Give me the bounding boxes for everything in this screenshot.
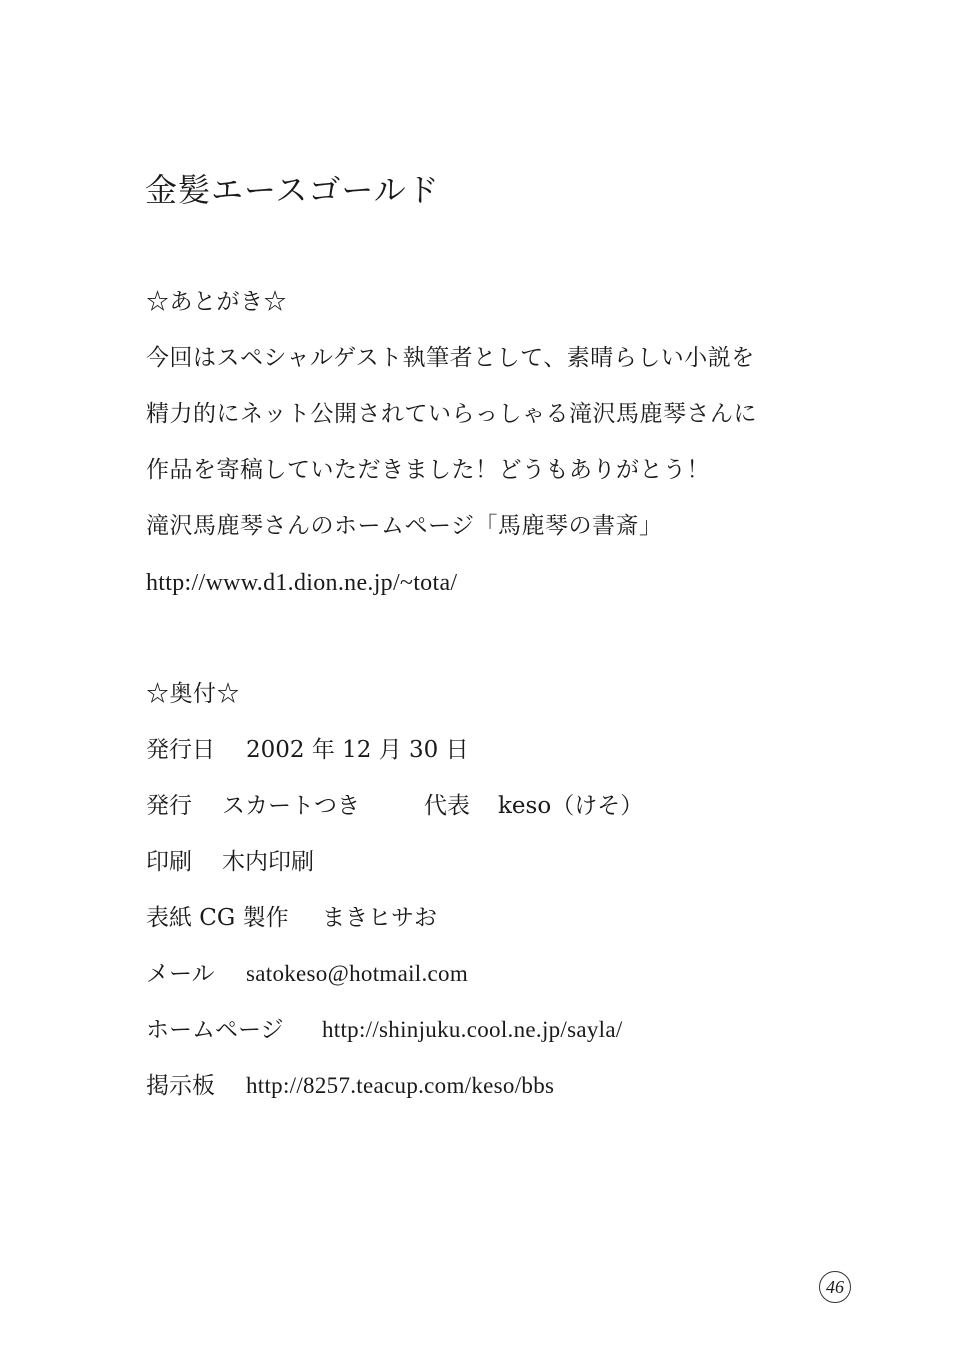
mail-value: satokeso@hotmail.com xyxy=(246,961,469,986)
printing-value: 木内印刷 xyxy=(222,849,314,875)
representative-value: keso（けそ） xyxy=(498,793,644,819)
representative-label: 代表 xyxy=(424,793,470,819)
cover-label: 表紙 CG 製作 xyxy=(146,905,289,931)
afterword-url: http://www.d1.dion.ne.jp/~tota/ xyxy=(146,570,458,596)
colophon-heading: ☆奥付☆ xyxy=(146,681,240,707)
bbs-value: http://8257.teacup.com/keso/bbs xyxy=(246,1073,555,1098)
date-value: 2002 年 12 月 30 日 xyxy=(246,737,469,763)
afterword-heading: ☆あとがき☆ xyxy=(146,289,287,315)
page-number: 46 xyxy=(819,1271,851,1303)
afterword-line-4: 滝沢馬鹿琴さんのホームページ「馬鹿琴の書斎」 xyxy=(146,513,663,539)
printing-label: 印刷 xyxy=(146,849,192,875)
date-label: 発行日 xyxy=(146,737,215,763)
afterword-line-3: 作品を寄稿していただきました！どうもありがとう！ xyxy=(146,457,710,483)
afterword-line-2: 精力的にネット公開されていらっしゃる滝沢馬鹿琴さんに xyxy=(146,401,757,427)
page-title: 金髪エースゴールド xyxy=(145,171,440,209)
publisher-label: 発行 xyxy=(146,793,192,819)
homepage-label: ホームページ xyxy=(146,1017,284,1043)
mail-label: メール xyxy=(146,961,215,987)
afterword-line-1: 今回はスペシャルゲスト執筆者として、素晴らしい小説を xyxy=(146,345,755,371)
homepage-value: http://shinjuku.cool.ne.jp/sayla/ xyxy=(322,1017,623,1042)
publisher-value: スカートつき xyxy=(222,793,360,819)
cover-value: まきヒサお xyxy=(322,905,437,931)
bbs-label: 掲示板 xyxy=(146,1073,215,1099)
